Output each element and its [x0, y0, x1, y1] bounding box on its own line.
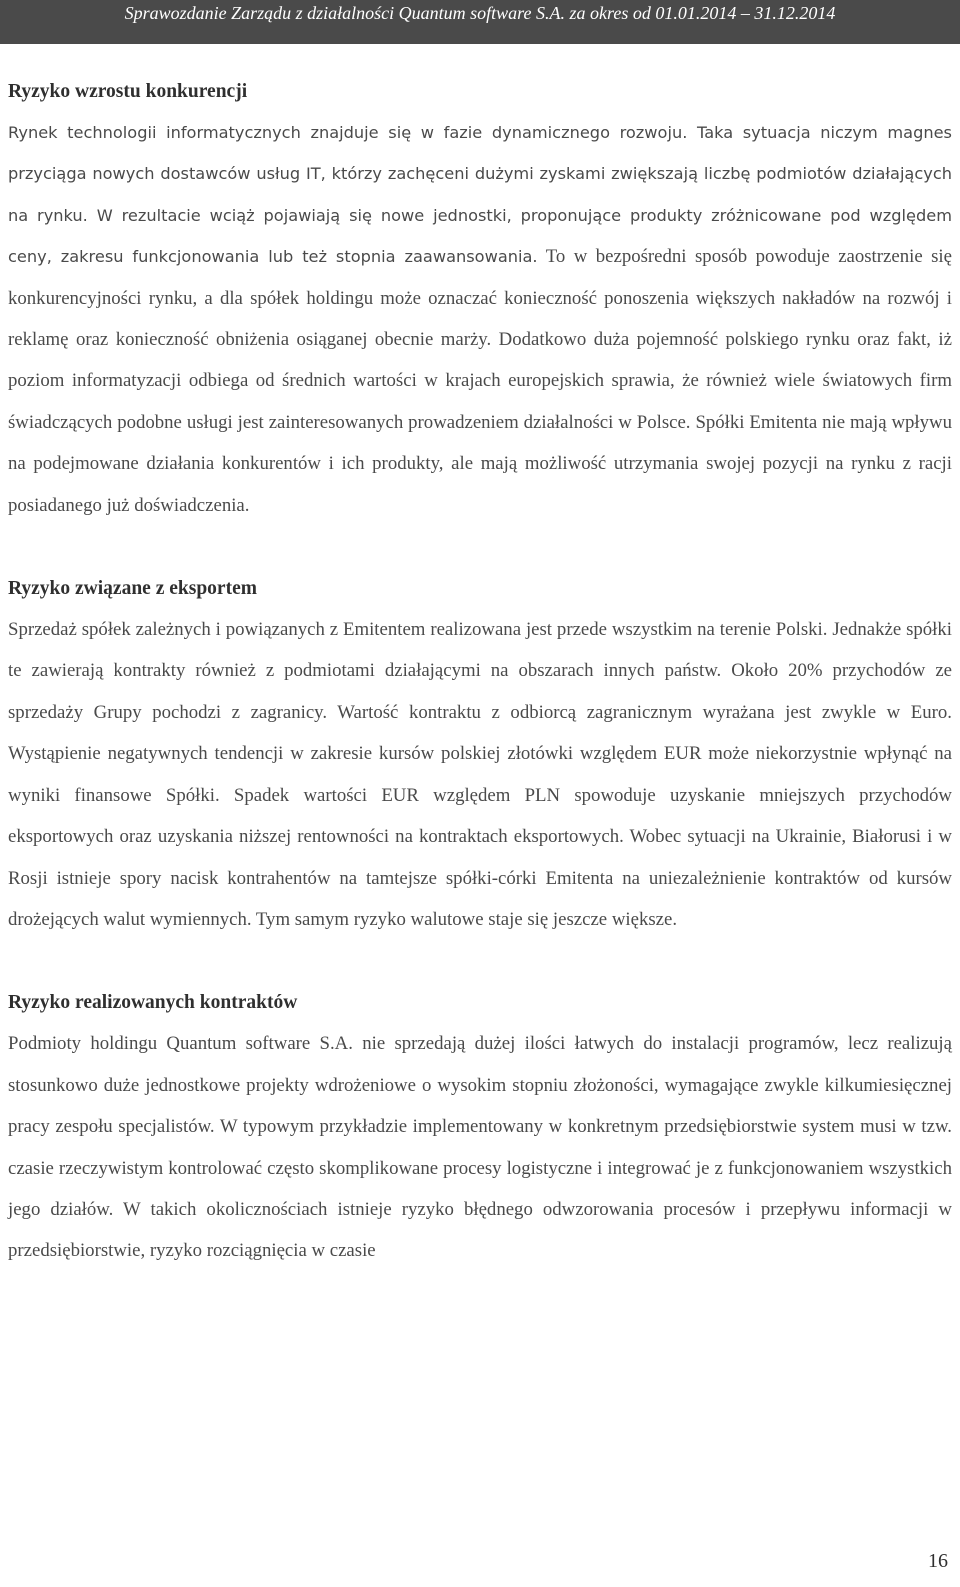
document-body [8, 72, 952, 1272]
paragraph-lead: Rynek technologii informatycznych znajduje się w fazie dynamicznego rozwoju. Taka sytuacja niczym magnes przyciąga nowych dostawców usług IT, którzy zachęceni dużymi zyskami zwiększają liczbę podmiotów działających na rynku. W rezultacie wciąż pojawiają się nowe jednostki, proponujące produkty zróżnicowane pod względem ceny, zakresu funkcjonowania lub też stopnia zaawansowania. [8, 123, 952, 267]
section-spacer [8, 940, 952, 983]
section-title: Ryzyko wzrostu konkurencji [8, 81, 248, 102]
section-title: Ryzyko realizowanych kontraktów [8, 992, 298, 1014]
section-paragraph [8, 112, 952, 526]
section-spacer [8, 526, 952, 569]
document-header: Sprawozdanie Zarządu z działalności Quantum software S.A. za okres od 01.01.2014 – 31.12.2014 [124, 3, 836, 23]
section-export-risk [8, 569, 952, 940]
paragraph-rest: To w bezpośredni sposób powoduje zaostrzenie się konkurencyjności rynku, a dla spółek holdingu może oznaczać konieczność ponoszenia większych nakładów na rozwój i reklamę oraz konieczność obniżenia osiąganej obecnie marży. Dodatkowo duża pojemność polskiego rynku oraz fakt, iż poziom informatyzacji odbiega od średnich wartości w krajach europejskich sprawia, że również wiele światowych firm świadczących podobne usługi jest zainteresowanych prowadzeniem działalności w Polsce. Spółki Emitenta nie mają wpływu na podejmowane działania konkurentów i ich produkty, ale mają możliwość utrzymania swojej pozycji na rynku z racji posiadanego już doświadczenia. [8, 246, 952, 516]
section-competition-risk [8, 72, 952, 526]
section-paragraph: Podmioty holdingu Quantum software S.A. nie sprzedają dużej ilości łatwych do instalacji programów, lecz realizują stosunkowo duże jednostkowe projekty wdrożeniowe o wysokim stopniu złożoności, wymagające zwykle kilkumiesięcznej pracy zespołu specjalistów. W typowym przykładzie implementowany w konkretnym przedsiębiorstwie system musi w tzw. czasie rzeczywistym kontrolować często skomplikowane procesy logistyczne i integrować je z funkcjonowaniem wszystkich jego działów. W takich okolicznościach istnieje ryzyko błędnego odwzorowania procesów i przepływu informacji w przedsiębiorstwie, ryzyko rozciągnięcia w czasie [8, 1033, 952, 1262]
section-paragraph: Sprzedaż spółek zależnych i powiązanych z Emitentem realizowana jest przede wszystkim na terenie Polski. Jednakże spółki te zawierają kontrakty również z podmiotami działającymi na obszarach innych państw. Około 20% przychodów ze sprzedaży Grupy pochodzi z zagranicy. Wartość kontraktu z odbiorcą zagranicznym wyrażana jest zwykle w Euro. Wystąpienie negatywnych tendencji w zakresie kursów polskiej złotówki względem EUR może niekorzystnie wpłynąć na wyniki finansowe Spółki. Spadek wartości EUR względem PLN spowoduje uzyskanie mniejszych przychodów eksportowych oraz uzyskania niższej rentowności na kontraktach eksportowych. Wobec sytuacji na Ukrainie, Białorusi i w Rosji istnieje spory nacisk kontrahentów na tamtejsze spółki-córki Emitenta na uniezależnienie kontraktów od kursów drożejących walut wymiennych. Tym samym ryzyko walutowe staje się jeszcze większe. [8, 619, 952, 930]
section-title: Ryzyko związane z eksportem [8, 578, 257, 600]
section-contracts-risk [8, 983, 952, 1271]
page-number: 16 [928, 1550, 948, 1572]
